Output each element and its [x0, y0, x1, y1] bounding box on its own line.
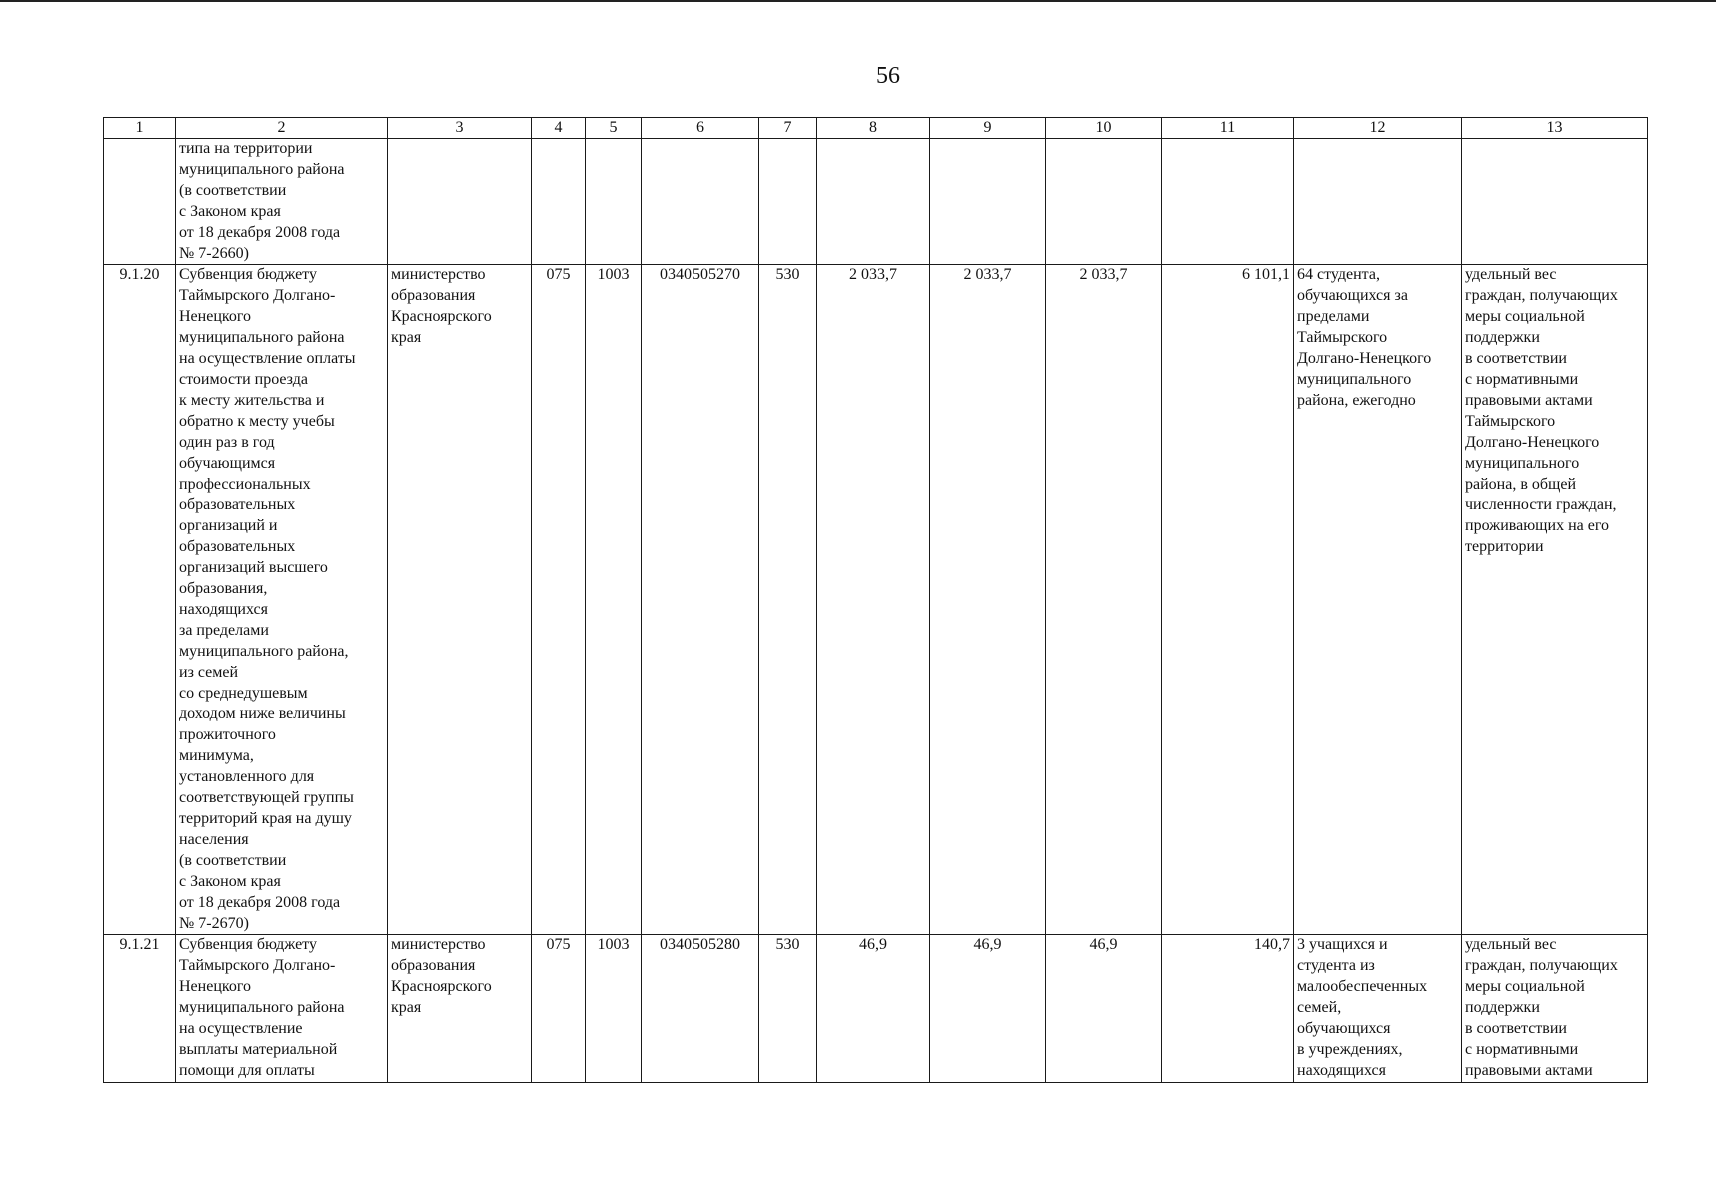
cell-target-code: [642, 139, 759, 265]
cell-section-code: [586, 139, 642, 265]
column-header-7: 7: [759, 118, 817, 139]
cell-description: Субвенция бюджету Таймырского Долгано- Ненецкого муниципального района на осуществление оплаты стоимости проезда к месту жительства и обратно к месту учебы один раз в год обучающимся профессиональных образовательных организаций и образовательных организаций высшего образования, находящихся за пределами муниципального района, из семей со среднедушевым доходом ниже величины прожиточного минимума, установленного для соответствующей группы территорий края на душу населения (в соответствии с Законом края от 18 декабря 2008 года № 7-2670): [176, 265, 388, 935]
cell-expected-result: 3 учащихся и студента из малообеспеченных семей, обучающихся в учреждениях, находящихся: [1294, 935, 1462, 1082]
cell-total: 140,7: [1162, 935, 1294, 1082]
cell-description: типа на территории муниципального района (в соответствии с Законом края от 18 декабря 2008 года № 7-2660): [176, 139, 388, 265]
cell-grbs-code: 075: [532, 265, 586, 935]
cell-year-1: 2 033,7: [817, 265, 930, 935]
cell-section-code: 1003: [586, 935, 642, 1082]
column-header-12: 12: [1294, 118, 1462, 139]
cell-number: [104, 139, 176, 265]
column-header-4: 4: [532, 118, 586, 139]
column-header-1: 1: [104, 118, 176, 139]
cell-administrator: министерство образования Красноярского края: [388, 935, 532, 1082]
cell-section-code: 1003: [586, 265, 642, 935]
cell-year-3: [1046, 139, 1162, 265]
cell-description: Субвенция бюджету Таймырского Долгано- Ненецкого муниципального района на осуществление выплаты материальной помощи для оплаты: [176, 935, 388, 1082]
column-header-11: 11: [1162, 118, 1294, 139]
cell-expected-result: 64 студента, обучающихся за пределами Таймырского Долгано-Ненецкого муниципального района, ежегодно: [1294, 265, 1462, 935]
cell-total: [1162, 139, 1294, 265]
cell-year-1: 46,9: [817, 935, 930, 1082]
cell-expected-result: [1294, 139, 1462, 265]
cell-number: 9.1.20: [104, 265, 176, 935]
cell-year-2: 46,9: [930, 935, 1046, 1082]
cell-number: 9.1.21: [104, 935, 176, 1082]
column-header-10: 10: [1046, 118, 1162, 139]
cell-year-3: 2 033,7: [1046, 265, 1162, 935]
column-header-5: 5: [586, 118, 642, 139]
cell-year-2: 2 033,7: [930, 265, 1046, 935]
table-row: [104, 265, 1648, 935]
cell-expense-type: [759, 139, 817, 265]
cell-expense-type: 530: [759, 935, 817, 1082]
column-header-3: 3: [388, 118, 532, 139]
cell-administrator: [388, 139, 532, 265]
budget-table: [103, 117, 1648, 1083]
top-border-line: [0, 0, 1716, 2]
table-row: [104, 935, 1648, 1082]
cell-year-2: [930, 139, 1046, 265]
cell-year-3: 46,9: [1046, 935, 1162, 1082]
page-number: 56: [876, 63, 900, 89]
column-header-9: 9: [930, 118, 1046, 139]
column-header-2: 2: [176, 118, 388, 139]
cell-grbs-code: [532, 139, 586, 265]
cell-year-1: [817, 139, 930, 265]
column-header-13: 13: [1462, 118, 1648, 139]
header-row: [104, 118, 1648, 139]
cell-expense-type: 530: [759, 265, 817, 935]
cell-grbs-code: 075: [532, 935, 586, 1082]
cell-indicator: удельный вес граждан, получающих меры социальной поддержки в соответствии с нормативными правовыми актами Таймырского Долгано-Ненецкого муниципального района, в общей численности граждан, проживающих на его территории: [1462, 265, 1648, 935]
cell-total: 6 101,1: [1162, 265, 1294, 935]
cell-target-code: 0340505280: [642, 935, 759, 1082]
cell-target-code: 0340505270: [642, 265, 759, 935]
cell-indicator: удельный вес граждан, получающих меры социальной поддержки в соответствии с нормативными правовыми актами: [1462, 935, 1648, 1082]
column-header-6: 6: [642, 118, 759, 139]
column-header-8: 8: [817, 118, 930, 139]
cell-administrator: министерство образования Красноярского края: [388, 265, 532, 935]
table-row: [104, 139, 1648, 265]
cell-indicator: [1462, 139, 1648, 265]
